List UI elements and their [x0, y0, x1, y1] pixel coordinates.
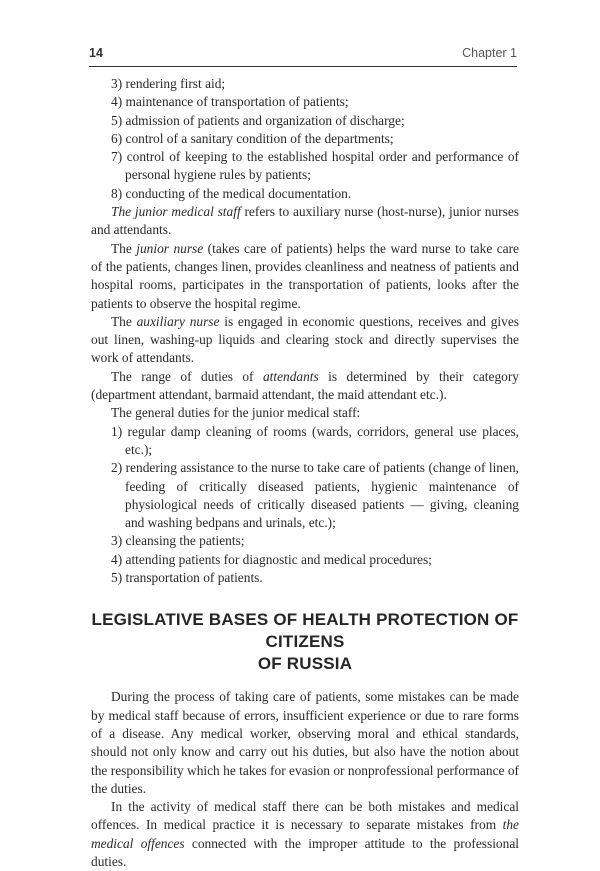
term-auxiliary-nurse: auxiliary nurse [136, 313, 220, 329]
list-item: 3) cleansing the patients; [111, 533, 245, 549]
paragraph-text: In the activity of medical staff there can be both mistakes and medical offences. In medical practice it is necessary to separate mistakes from [91, 799, 519, 833]
term-medical-offences: the medical offences [91, 817, 519, 851]
chapter-label: Chapter 1 [462, 46, 517, 60]
list-item: 7) control of keeping to the established hospital order and performance of personal hygiene rules by patients; [111, 149, 519, 183]
term-junior-nurse: junior nurse [136, 240, 204, 256]
paragraph-junior-staff [91, 203, 519, 240]
paragraph-text: is engaged in economic questions, receives and gives out linen, washing-up liquids and clearing stock and directly supervises the work of attendants. [91, 313, 520, 366]
list-item: 6) control of a sanitary condition of the departments; [111, 130, 394, 146]
paragraph-junior-nurse [91, 240, 519, 313]
term-junior-medical-staff: The junior medical staff [111, 204, 241, 220]
list-item: 5) admission of patients and organization of discharge; [111, 112, 405, 128]
paragraph-general-duties: The general duties for the junior medical staff: [111, 405, 361, 421]
paragraph-section-1: During the process of taking care of patients, some mistakes can be made by medical staff because of errors, insufficient experience or due to rare forms of a disease. Any medical worker, observing moral and ethical standards, should not only know and carry out his duties, but also have the notion about the responsibility which he takes for evasion or nonprofessional performance of the duties. [91, 689, 519, 796]
header-divider [89, 66, 517, 67]
page-body [91, 75, 519, 871]
paragraph-auxiliary-nurse [91, 313, 519, 368]
list-item: 2) rendering assistance to the nurse to take care of patients (change of linen, feeding of critically diseased patients, hygienic maintenance of physiological needs of critically diseased patients — giving, cleaning and washing bedpans and urinals, etc.); [111, 460, 519, 531]
section-heading-line-2: OF RUSSIA [257, 654, 353, 674]
list-item: 4) attending patients for diagnostic and medical procedures; [111, 551, 432, 567]
paragraph-prefix: The [111, 313, 137, 329]
list-item: 8) conducting of the medical documentation. [111, 185, 352, 201]
page-header [89, 46, 517, 62]
paragraph-text: (takes care of patients) helps the ward nurse to take care of the patients, changes linen, provides cleanliness and neatness of patients and hospital rooms, participates in the transportation of patients, looks after the patients to observe the hospital regime. [91, 240, 519, 311]
list-item: 1) regular damp cleaning of rooms (wards, corridors, general use places, etc.); [111, 423, 519, 457]
paragraph-prefix: The [111, 240, 137, 256]
page-number: 14 [89, 46, 103, 60]
term-attendants: attendants [262, 368, 319, 384]
paragraph-section-2 [91, 798, 519, 871]
paragraph-tail: connected with the improper attitude to the professional duties. [91, 835, 519, 869]
paragraph-text: is determined by their category (department attendant, barmaid attendant, the maid attendant etc.). [91, 368, 519, 403]
list-item: 4) maintenance of transportation of patients; [111, 94, 349, 110]
list-item: 5) transportation of patients. [111, 570, 263, 586]
section-heading [91, 609, 519, 675]
paragraph-attendants [91, 368, 519, 405]
list-item: 3) rendering first aid; [111, 76, 226, 91]
paragraph-text: refers to auxiliary nurse (host-nurse), junior nurses and attendants. [91, 204, 519, 238]
paragraph-prefix: The range of duties of [111, 368, 263, 384]
section-heading-line-1: LEGISLATIVE BASES OF HEALTH PROTECTION OF CITIZENS [91, 610, 519, 652]
